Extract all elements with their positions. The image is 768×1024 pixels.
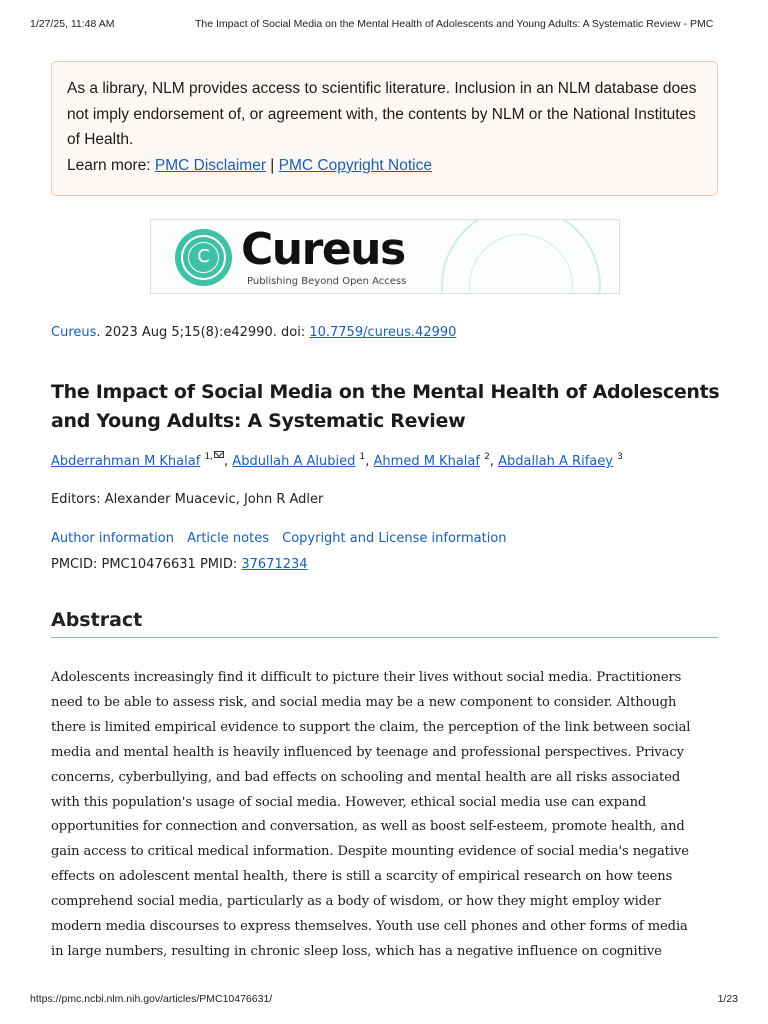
article-info-links [51, 531, 516, 546]
abstract-line: gain access to critical medical information. Despite mounting evidence of social media's negative [51, 844, 689, 860]
author-list: Abderrahman M Khalaf $^{1,}$ , Abdullah A Alubied $^1$, Ahmed M Khalaf $^2$, Abdallah A Rifaey $^3$ [51, 452, 623, 469]
author-affiliation: 1 [359, 452, 366, 462]
print-header [30, 18, 738, 32]
author-information-link[interactable]: Author information [51, 531, 174, 546]
article-identifiers [51, 557, 308, 572]
abstract-line: need to be able to assess risk, and social media may be a new component to consider. Although [51, 694, 677, 710]
citation-details: . 2023 Aug 5;15(8):e42990. doi: [96, 325, 310, 340]
article-notes-link[interactable]: Article notes [187, 531, 269, 546]
print-page-number: 1/23 [717, 993, 738, 1005]
abstract-line: comprehend social media, particularly as a body of wisdom, or how they might employ wider [51, 894, 661, 910]
cureus-seal-icon [175, 229, 232, 286]
nlm-disclaimer-notice [51, 61, 718, 196]
pmcid: PMCID: PMC10476631 [51, 557, 196, 572]
abstract-line: there is limited empirical evidence to support the claim, the perception of the link between social [51, 719, 691, 735]
abstract-line: media and mental health is heavily influenced by teenage and professional perspectives. Privacy [51, 744, 684, 760]
article-title: The Impact of Social Media on the Mental Health of Adolescents and Young Adults: A Systematic Review [51, 381, 720, 432]
pmid-link[interactable]: 37671234 [241, 557, 308, 572]
editors-line: Editors: Alexander Muacevic, John R Adler [51, 492, 324, 507]
abstract-line: concerns, cyberbullying, and bad effects on schooling and mental health are all risks associated [51, 769, 681, 785]
author-affiliation: 2 [484, 452, 490, 462]
author-link[interactable]: Abdullah A Alubied [232, 454, 356, 469]
author-link[interactable]: Abdallah A Rifaey [498, 454, 613, 469]
print-timestamp: 1/27/25, 11:48 AM [30, 18, 115, 30]
abstract-line: with this population's usage of social media. However, ethical social media use can expand [51, 794, 647, 810]
journal-link[interactable]: Cureus [51, 325, 97, 340]
doi-link[interactable]: 10.7759/cureus.42990 [309, 325, 457, 340]
author-link[interactable]: Ahmed M Khalaf [373, 454, 480, 469]
abstract-body [51, 666, 721, 965]
print-url: https://pmc.ncbi.nlm.nih.gov/articles/PMC10476631/ [30, 993, 273, 1005]
email-icon[interactable] [214, 451, 224, 458]
abstract-line: modern media discourses to express themselves. Youth use cell phones and other forms of media [51, 919, 688, 935]
print-page-title: The Impact of Social Media on the Mental Health of Adolescents and Young Adults: A Systematic Review - PMC [195, 18, 714, 30]
learn-more-label: Learn more: [67, 156, 151, 174]
seal-glyph: C [197, 246, 210, 267]
abstract-heading: Abstract [51, 609, 718, 638]
pmc-disclaimer-link[interactable]: PMC Disclaimer [154, 156, 266, 174]
abstract-line: in large numbers, resulting in chronic sleep loss, which has a negative influence on cognitive [51, 943, 662, 959]
pmc-copyright-notice-link[interactable]: PMC Copyright Notice [278, 156, 432, 174]
pmid-label: PMID: [199, 557, 238, 572]
author-link[interactable]: Abderrahman M Khalaf [51, 454, 201, 469]
citation-line [51, 325, 456, 340]
link-separator: | [270, 156, 275, 174]
print-footer [30, 993, 738, 1007]
copyright-license-link[interactable]: Copyright and License information [282, 531, 507, 546]
author-affiliation: 3 [617, 452, 623, 462]
abstract-line: opportunities for connection and conversation, as well as boost self-esteem, promote health, and [51, 819, 685, 835]
author-affiliation: 1, [204, 452, 224, 462]
notice-learn-more [67, 153, 702, 179]
abstract-line: effects on adolescent mental health, there is still a scarcity of empirical research on how teens [51, 869, 673, 885]
journal-banner[interactable] [150, 219, 620, 294]
abstract-line: Adolescents increasingly find it difficult to picture their lives without social media. Practitioners [51, 670, 682, 685]
notice-text: As a library, NLM provides access to scientific literature. Inclusion in an NLM database does not imply endorsement of, or agreement with, the contents by NLM or the National Institutes of Health. [67, 80, 697, 148]
journal-wordmark: Cureus [241, 224, 405, 275]
journal-tagline: Publishing Beyond Open Access [247, 276, 407, 287]
